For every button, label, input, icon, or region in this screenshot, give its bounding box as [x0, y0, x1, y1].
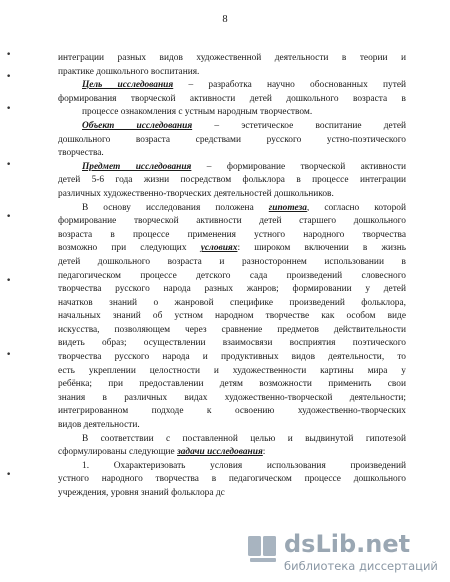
margin-mark: • [6, 104, 12, 114]
text-line: 1. Охарактеризовать условия использования произведений [82, 460, 406, 471]
emphasized-term: Объект исследования [82, 120, 193, 131]
margin-mark: • [6, 72, 12, 82]
text-line: начатков знаний о жанровой специфике произведений фольклора, [58, 297, 406, 308]
margin-mark: • [6, 50, 12, 60]
page-number: 8 [222, 14, 228, 25]
watermark-subtitle: библиотека диссертаций [284, 559, 438, 573]
text-line: видеть образ; осуществлении взаимосвязи восприятия поэтического [58, 338, 406, 349]
text-line: знания в различных видах художественно-творческой деятельности; [58, 392, 406, 403]
text-line [58, 79, 406, 93]
text-line: ребёнка; при предоставлении детям возможности применить свои [58, 379, 406, 390]
margin-mark: • [6, 470, 12, 480]
text-line: формирование творческой активности детей старшего дошкольного [58, 216, 406, 227]
emphasized-term: Предмет исследования [82, 161, 192, 172]
text-line: процессе ознакомления с устным народным творчеством. [82, 107, 313, 118]
text-line-rest: – формирование творческой активности [191, 161, 406, 172]
text-line-rest: : широком включении в жизнь [237, 243, 407, 254]
text-line-rest: , согласно которой [306, 202, 406, 213]
text-line: практике дошкольного воспитания. [58, 66, 200, 77]
text-line: есть укреплении целостности и художественности картины мира у [58, 365, 406, 376]
text-line: дошкольного возраста средствами русского устно-поэтического [58, 134, 406, 145]
text-line: возраста в процессе применения устного народного творчества [58, 229, 406, 240]
text-line: детей 5-6 года жизни посредством фольклора в процессе интеграции [58, 175, 406, 186]
text-line: различных художественно-творческих деятельностей дошкольников. [58, 188, 334, 199]
text-line: учреждения, уровня знаний фольклора дс [58, 488, 225, 498]
text-line: формирования творческой активности детей дошкольного возраста в [58, 93, 406, 104]
text-line: творчества русского народа разных жанров; формировании у детей [58, 284, 406, 295]
text-line: творчества. [58, 148, 104, 159]
text-line: детей дошкольного возраста и разностороннем использовании в [58, 256, 406, 267]
text-line: В соответствии с поставленной целью и выдвинутой гипотезой [82, 433, 406, 444]
text-line [58, 242, 406, 256]
text-line: устного народного творчества в педагогическом процессе дошкольного [58, 474, 406, 485]
emphasized-term: условиях [200, 243, 238, 254]
watermark-title: dsLib.net [284, 530, 411, 558]
text-line-rest: – разработка научно обоснованных путей [173, 80, 407, 91]
text-line: видов деятельности. [58, 420, 140, 431]
text-line-rest: : [262, 447, 266, 458]
text-line: начальных знаний об устном народном творчестве как особом виде [58, 311, 406, 322]
emphasized-term: Цель исследования [82, 80, 174, 91]
text-line-prefix: В основу исследования положена [82, 202, 269, 213]
emphasized-term: задачи исследования [177, 447, 263, 458]
text-line [58, 202, 406, 216]
margin-mark: • [6, 350, 12, 360]
text-line [58, 120, 406, 134]
text-line: искусства, позволяющем через сравнение предметов действительности [58, 324, 406, 335]
margin-mark: • [6, 212, 12, 222]
text-line [58, 161, 406, 175]
text-line: интеграции разных видов художественной деятельности в теории и [58, 53, 406, 63]
text-line-prefix: сформулированы следующие [58, 447, 178, 458]
text-line [58, 446, 406, 460]
text-line-rest: – эстетическое воспитание детей [192, 120, 406, 131]
text-line: творчества русского народа и продуктивных видов деятельности, то [58, 352, 406, 363]
margin-mark: • [6, 160, 12, 170]
document-body [58, 52, 406, 501]
text-line: педагогическом процессе детского сада произведений словесного [58, 270, 406, 281]
dslib-logo-icon [246, 532, 280, 566]
watermark [246, 530, 442, 576]
emphasized-term: гипотеза [268, 202, 307, 213]
margin-mark: • [6, 276, 12, 286]
text-line: интегрированном подходе к освоению художественно-творческих [58, 406, 406, 417]
text-line-prefix: возможно при следующих [58, 243, 201, 254]
